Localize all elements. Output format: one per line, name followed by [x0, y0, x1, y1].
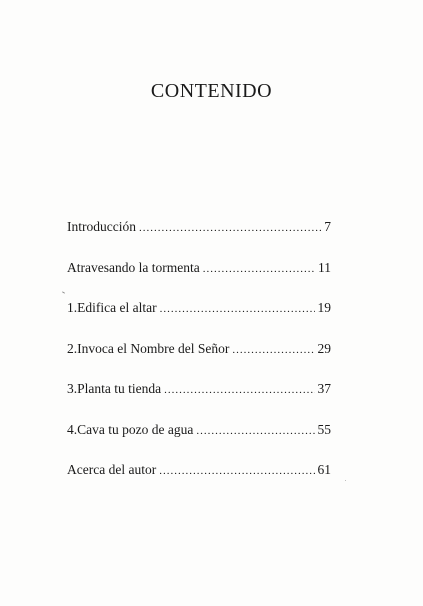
toc-entry-title: Edifica el altar — [77, 300, 157, 315]
toc-entry-atravesando — [67, 259, 331, 277]
dot-leader — [139, 219, 321, 237]
toc-entry-number: 1. — [67, 300, 78, 315]
toc-entry-title: Introducción — [67, 219, 136, 234]
table-of-contents — [67, 218, 331, 479]
dot-leader — [232, 341, 314, 359]
toc-entry-page: 55 — [317, 421, 331, 437]
toc-entry-page: 19 — [317, 300, 331, 315]
dot-leader — [159, 462, 314, 480]
toc-entry-introduccion — [67, 218, 331, 236]
paper-speck — [345, 480, 346, 481]
paper-speck — [62, 291, 65, 293]
toc-entry-page: 7 — [324, 219, 331, 234]
dot-leader — [196, 422, 314, 440]
toc-entry-chapter-2 — [67, 340, 331, 358]
toc-entry-title: Atravesando la tormenta — [67, 259, 200, 275]
toc-entry-page: 11 — [318, 259, 331, 275]
toc-entry-title: Planta tu tienda — [77, 381, 162, 396]
page-title: CONTENIDO — [150, 80, 273, 102]
toc-entry-chapter-3 — [67, 380, 331, 398]
toc-entry-number: 2. — [67, 340, 78, 356]
toc-entry-number: 3. — [67, 381, 78, 396]
dot-leader — [203, 260, 315, 278]
toc-entry-acerca — [67, 461, 331, 479]
toc-entry-page: 37 — [317, 381, 331, 396]
toc-entry-number: 4. — [67, 421, 78, 437]
toc-entry-page: 61 — [317, 462, 331, 477]
toc-entry-page: 29 — [317, 340, 331, 356]
dot-leader — [160, 300, 315, 318]
toc-entry-title: Invoca el Nombre del Señor — [77, 340, 230, 356]
toc-entry-chapter-4 — [67, 421, 331, 439]
toc-entry-title: Cava tu pozo de agua — [77, 421, 194, 437]
toc-entry-title: Acerca del autor — [67, 462, 157, 477]
toc-entry-chapter-1 — [67, 299, 331, 317]
dot-leader — [164, 381, 314, 399]
